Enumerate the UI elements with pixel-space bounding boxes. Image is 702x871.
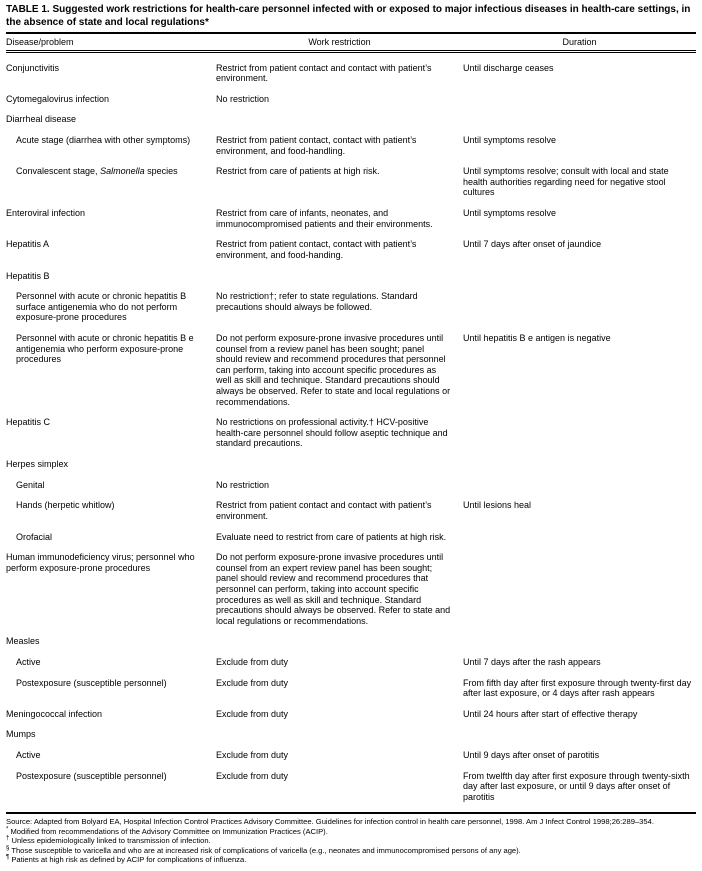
disease-name-text: Postexposure (susceptible personnel) — [16, 677, 167, 688]
cell-restriction — [216, 271, 463, 282]
cell-disease — [6, 709, 216, 720]
cell-restriction — [216, 114, 463, 125]
table-title: TABLE 1. Suggested work restrictions for health-care personnel infected with or exposed to major infectious diseases in health-care settings, in the absence of state and local regulations* — [6, 4, 696, 34]
table-row — [6, 239, 696, 260]
cell-duration: Until discharge ceases — [463, 62, 554, 73]
cell-disease — [6, 459, 216, 470]
cell-duration — [463, 636, 696, 647]
column-header-duration: Duration — [562, 37, 597, 47]
disease-name-text: Acute stage (diarrhea with other symptoms) — [16, 135, 191, 146]
disease-name-text: Convalescent stage, — [16, 166, 101, 177]
footnote-text: Modified from recommendations of the Advisory Committee on Immunization Practices (ACIP). — [8, 826, 328, 836]
cell-duration — [463, 271, 696, 282]
disease-name-text: Hepatitis A — [6, 239, 50, 250]
cell-disease — [6, 94, 216, 105]
cell-disease — [6, 166, 216, 198]
disease-name-italic: Salmonella — [100, 166, 145, 177]
cell-restriction: Exclude from duty — [216, 677, 289, 688]
cell-restriction: No restrictions on professional activity.† HCV-positive health-care personnel should follow aseptic technique and standard precautions. — [216, 417, 448, 449]
cell-restriction: No restriction — [216, 479, 270, 490]
disease-name-text: Measles — [6, 636, 40, 647]
cell-restriction: Exclude from duty — [216, 770, 289, 781]
table-row — [6, 750, 696, 761]
table-row — [6, 208, 696, 229]
cell-duration: Until symptoms resolve — [463, 135, 557, 146]
footnotes-list — [6, 827, 696, 865]
cell-disease — [6, 63, 216, 84]
disease-name-text: Hands (herpetic whitlow) — [16, 500, 115, 511]
table-row — [6, 678, 696, 699]
cell-disease — [6, 729, 216, 740]
cell-duration — [463, 729, 696, 740]
cell-disease — [6, 291, 216, 323]
table-row — [6, 114, 696, 125]
table-row — [6, 729, 696, 740]
table-row — [6, 417, 696, 449]
table-row — [6, 166, 696, 198]
disease-name-text: Genital — [16, 479, 45, 490]
footnote-marker: § — [6, 845, 10, 852]
disease-name-text: Conjunctivitis — [6, 62, 60, 73]
cell-disease — [6, 678, 216, 699]
footnote-marker: † — [6, 835, 10, 842]
cell-restriction: Evaluate need to restrict from care of patients at high risk. — [216, 531, 447, 542]
cell-restriction: Do not perform exposure-prone invasive procedures until counsel from an expert review panel has been sought; panel should review and recommend procedures that personnel can perform, taking into account specific procedures as well as skill and technique. Standard precautions should always be observed. Refer to state and local regulations or recommendations. — [216, 552, 451, 626]
footnote-marker: * — [6, 826, 9, 833]
cell-disease — [6, 417, 216, 449]
cell-duration: Until 9 days after onset of parotitis — [463, 750, 600, 761]
cell-disease — [6, 657, 216, 668]
cell-duration — [463, 291, 696, 323]
cell-disease — [6, 636, 216, 647]
cell-disease — [6, 114, 216, 125]
footnote-marker: ¶ — [6, 854, 10, 861]
disease-name-text: Hepatitis C — [6, 417, 51, 428]
cell-duration: Until 24 hours after start of effective therapy — [463, 708, 638, 719]
cell-disease — [6, 239, 216, 260]
cell-restriction: Do not perform exposure-prone invasive procedures until counsel from a review panel has been sought; panel should review and recommend procedures that personnel can perform, taking into account specific procedures as well as skill and technique. Standard precautions should always be observed. Refer to state and local regulations or recommendations. — [216, 332, 451, 407]
cell-restriction: Restrict from patient contact and contact with patient’s environment. — [216, 500, 432, 521]
disease-name-text: Cytomegalovirus infection — [6, 93, 110, 104]
disease-name-text: Human immunodeficiency virus; personnel who perform exposure-prone procedures — [6, 552, 195, 573]
cell-duration: Until symptoms resolve — [463, 208, 557, 219]
table-header-row — [6, 34, 696, 53]
footnote — [6, 855, 696, 864]
disease-name-text: species — [144, 166, 178, 177]
table-row — [6, 500, 696, 521]
footnote — [6, 846, 696, 855]
cell-restriction: No restriction†; refer to state regulations. Standard precautions should always be followed. — [216, 291, 418, 312]
cell-disease — [6, 271, 216, 282]
table-row — [6, 552, 696, 626]
cell-duration — [463, 532, 696, 543]
disease-name-text: Active — [16, 656, 41, 667]
column-header-disease: Disease/problem — [6, 37, 74, 47]
cell-duration — [463, 114, 696, 125]
table-row — [6, 480, 696, 491]
disease-name-text: Meningococcal infection — [6, 708, 103, 719]
table-row — [6, 709, 696, 720]
table-row — [6, 291, 696, 323]
cell-disease — [6, 135, 216, 156]
table-row — [6, 532, 696, 543]
cell-restriction: Exclude from duty — [216, 708, 289, 719]
cell-restriction — [216, 729, 463, 740]
cell-restriction: Restrict from patient contact, contact with patient’s environment, and food-handling. — [216, 135, 417, 156]
table-row — [6, 657, 696, 668]
footnote — [6, 827, 696, 836]
cell-duration: Until symptoms resolve; consult with local and state health authorities regarding need for negative stool cultures — [463, 166, 669, 198]
cell-disease — [6, 480, 216, 491]
disease-name-text: Personnel with acute or chronic hepatitis B e antigenemia who perform exposure-prone procedures — [16, 332, 194, 365]
disease-name-text: Active — [16, 750, 41, 761]
cell-duration: Until hepatitis B e antigen is negative — [463, 332, 611, 343]
table-row — [6, 135, 696, 156]
disease-name-text: Enteroviral infection — [6, 208, 86, 219]
disease-name-text: Personnel with acute or chronic hepatitis B surface antigenemia who do not perform exposure-prone procedures — [16, 291, 187, 323]
disease-name-text: Herpes simplex — [6, 459, 69, 470]
cell-disease — [6, 771, 216, 803]
cell-restriction: Restrict from patient contact and contact with patient’s environment. — [216, 62, 432, 84]
table-row — [6, 459, 696, 470]
cell-disease — [6, 532, 216, 543]
disease-name-text: Mumps — [6, 729, 36, 740]
cell-disease — [6, 500, 216, 521]
table-row — [6, 771, 696, 803]
cell-disease — [6, 750, 216, 761]
table-row — [6, 636, 696, 647]
cell-restriction — [216, 636, 463, 647]
cell-duration — [463, 552, 696, 626]
table-footer — [6, 812, 696, 864]
table-row — [6, 333, 696, 407]
footnote-text: Unless epidemiologically linked to transmission of infection. — [9, 836, 211, 846]
cell-restriction: Restrict from patient contact, contact with patient’s environment, and food-handing. — [216, 239, 417, 260]
disease-name-text: Diarrheal disease — [6, 114, 77, 125]
cell-disease — [6, 208, 216, 229]
cell-duration — [463, 480, 696, 491]
cell-restriction: Exclude from duty — [216, 750, 289, 761]
table-row — [6, 94, 696, 105]
disease-name-text: Hepatitis B — [6, 270, 50, 281]
cell-restriction: No restriction — [216, 93, 270, 104]
cell-disease — [6, 552, 216, 626]
cell-disease — [6, 333, 216, 407]
cell-duration: Until lesions heal — [463, 500, 532, 511]
table-body — [6, 53, 696, 803]
cell-duration: From fifth day after first exposure through twenty-first day after last exposure, or 4 days after rash appears — [463, 677, 692, 699]
cell-duration: Until 7 days after onset of jaundice — [463, 239, 602, 250]
cell-duration — [463, 417, 696, 449]
cell-restriction: Restrict from care of infants, neonates, and immunocompromised patients and their environments. — [216, 208, 433, 229]
cell-restriction: Exclude from duty — [216, 656, 289, 667]
table-row — [6, 271, 696, 282]
cell-restriction: Restrict from care of patients at high risk. — [216, 166, 380, 177]
cell-restriction — [216, 459, 463, 470]
cell-duration — [463, 459, 696, 470]
cell-duration: Until 7 days after the rash appears — [463, 656, 601, 667]
source-note: Source: Adapted from Bolyard EA, Hospital Infection Control Practices Advisory Committee. Guidelines for infection control in health care personnel, 1998. Am J Infect Control 1998;26:289–354. — [6, 817, 654, 827]
footnote-text: Those susceptible to varicella and who are at increased risk of complications of varicella (e.g., neonates and immunocompromised persons of any age). — [9, 845, 521, 855]
disease-name-text: Postexposure (susceptible personnel) — [16, 770, 167, 781]
table-row — [6, 63, 696, 84]
disease-name-text: Orofacial — [16, 531, 53, 542]
cell-duration: From twelfth day after first exposure through twenty-sixth day after last exposure, or until 9 days after onset of parotitis — [463, 770, 690, 802]
column-header-restriction: Work restriction — [308, 37, 371, 47]
footnote-text: Patients at high risk as defined by ACIP for complications of influenza. — [9, 855, 247, 865]
cell-duration — [463, 94, 696, 105]
footnote — [6, 836, 696, 845]
